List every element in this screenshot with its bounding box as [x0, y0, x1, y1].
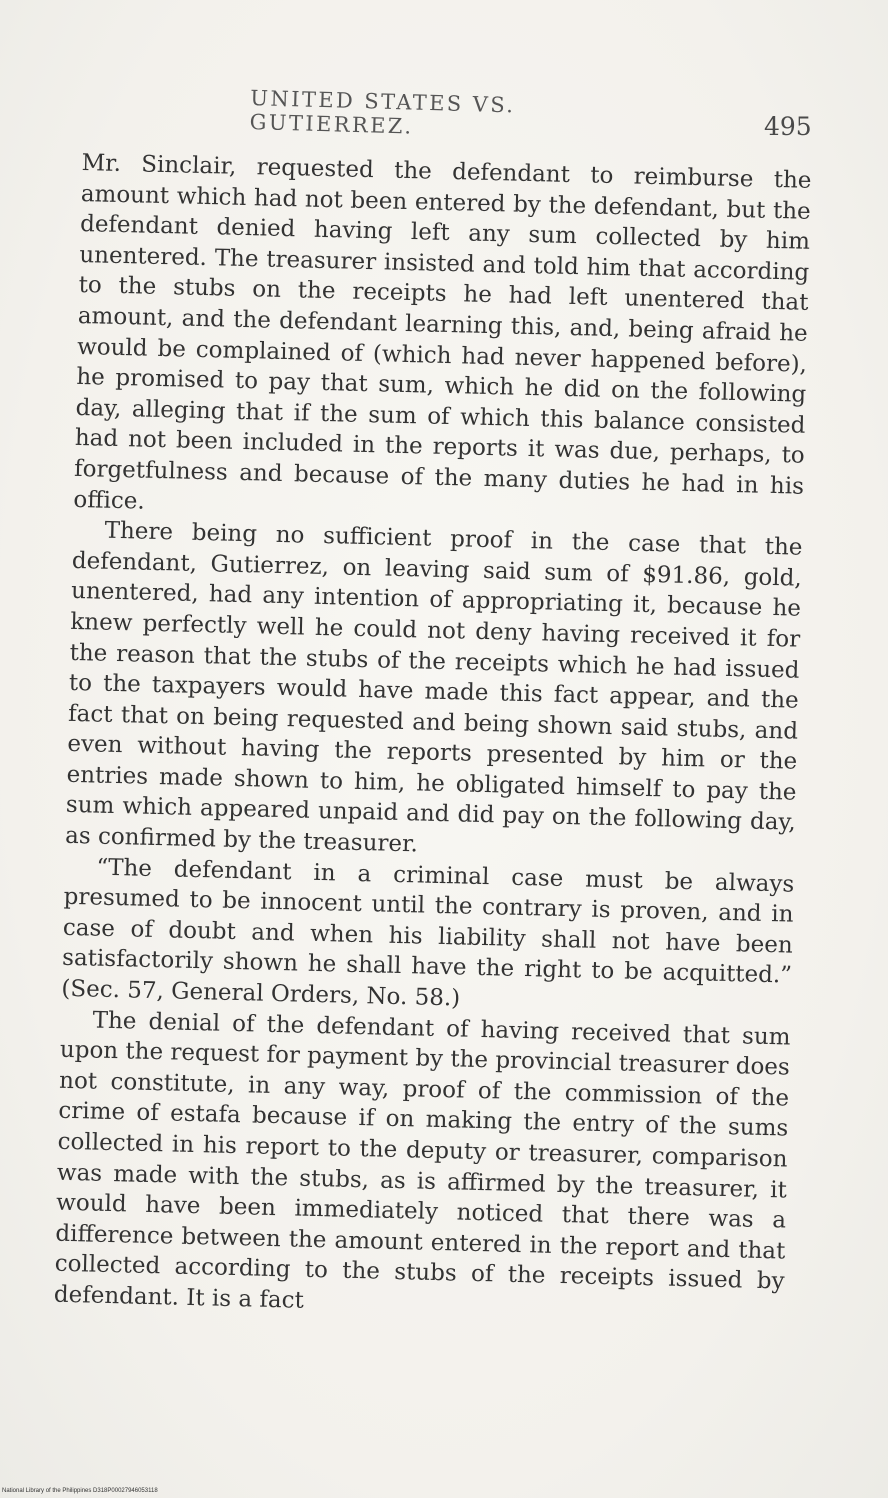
paragraph-4: The denial of the defendant of having received that sum upon the request for payment by the provincial treasurer does not constitute, in any way, proof of the commission of the crime of estafa because if on making the entry of the sums collected in his report to the deputy or treasurer, comparison was made with the stubs, as is affirmed by the treasurer, it would have been immediately noticed that there was a difference between the amount entered in the report and that collected according to the stubs of the receipts issued by defendant. It is a fact	[53, 1007, 791, 1314]
body-text	[54, 148, 812, 1328]
paragraph-1: Mr. Sinclair, requested the defendant to reimburse the amount which had not been entered by the defendant, but the defendant denied having left any sum collected by him unentered. The treasurer insisted and told him that according to the stubs on the receipts he had left unentered that amount, and the defendant learning this, and, being afraid he would be complained of (which had never happened before), he promised to pay that sum, which he did on the following day, alleging that if the sum of which this balance consisted had not been included in the reports it was due, perhaps, to forgetfulness and because of the many duties he had in his office.	[73, 149, 812, 515]
library-credit: National Library of the Philippines D318P00027946053118	[2, 1488, 158, 1494]
paragraph-2: There being no sufficient proof in the case that the defendant, Gutierrez, on leaving said sum of $91.86, gold, unentered, had any intention of appropriating it, because he knew perfectly well he could not deny having received it for the reason that the stubs of the receipts which he had issued to the taxpayers would have made this fact appear, and the fact that on being requested and being shown said stubs, and even without having the reports presented by him or the entries made shown to him, he obligated himself to pay the sum which appeared unpaid and did pay on the following day, as confirmed by the treasurer.	[64, 517, 803, 858]
paragraph-3-quotation: “The defendant in a criminal case must be always presumed to be innocent until the contrary is proven, and in case of doubt and when his liability shall not have been satisfactorily shown he shall have the right to be acquitted.” (Sec. 57, General Orders, No. 58.)	[61, 854, 795, 1012]
running-head-title: UNITED STATES VS. GUTIERREZ.	[249, 86, 516, 139]
page-number: 495	[764, 112, 812, 141]
